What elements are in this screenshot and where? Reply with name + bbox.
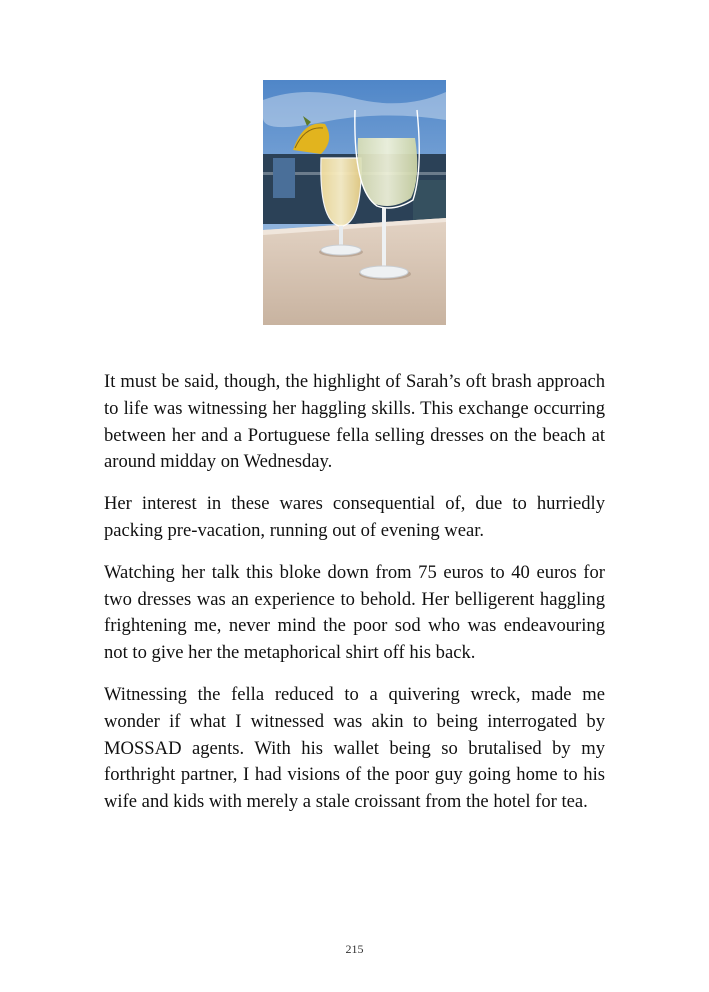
- paragraph: Witnessing the fella reduced to a quivering wreck, made me wonder if what I witnessed was akin to being interrogated by MOSSAD agents. With his wallet being so brutalised by my forthright partner, I had visions of the poor guy going home to his wife and kids with merely a stale croissant from the hotel for tea.: [104, 683, 605, 813]
- body-text: [104, 369, 605, 831]
- paragraph: Her interest in these wares consequential of, due to hurriedly packing pre-vacation, running out of evening wear.: [104, 493, 605, 541]
- paragraph: It must be said, though, the highlight of Sarah’s oft brash approach to life was witnessing her haggling skills. This exchange occurring between her and a Portuguese fella selling dresses on the beach at around midday on Wednesday.: [104, 371, 605, 473]
- drinks-photo: [263, 80, 446, 325]
- paragraph: Watching her talk this bloke down from 75 euros to 40 euros for two dresses was an experience to behold. Her belligerent haggling frightening me, never mind the poor sod who was endeavouring not to give her the metaphorical shirt off his back.: [104, 561, 605, 664]
- page-number: 215: [345, 942, 364, 956]
